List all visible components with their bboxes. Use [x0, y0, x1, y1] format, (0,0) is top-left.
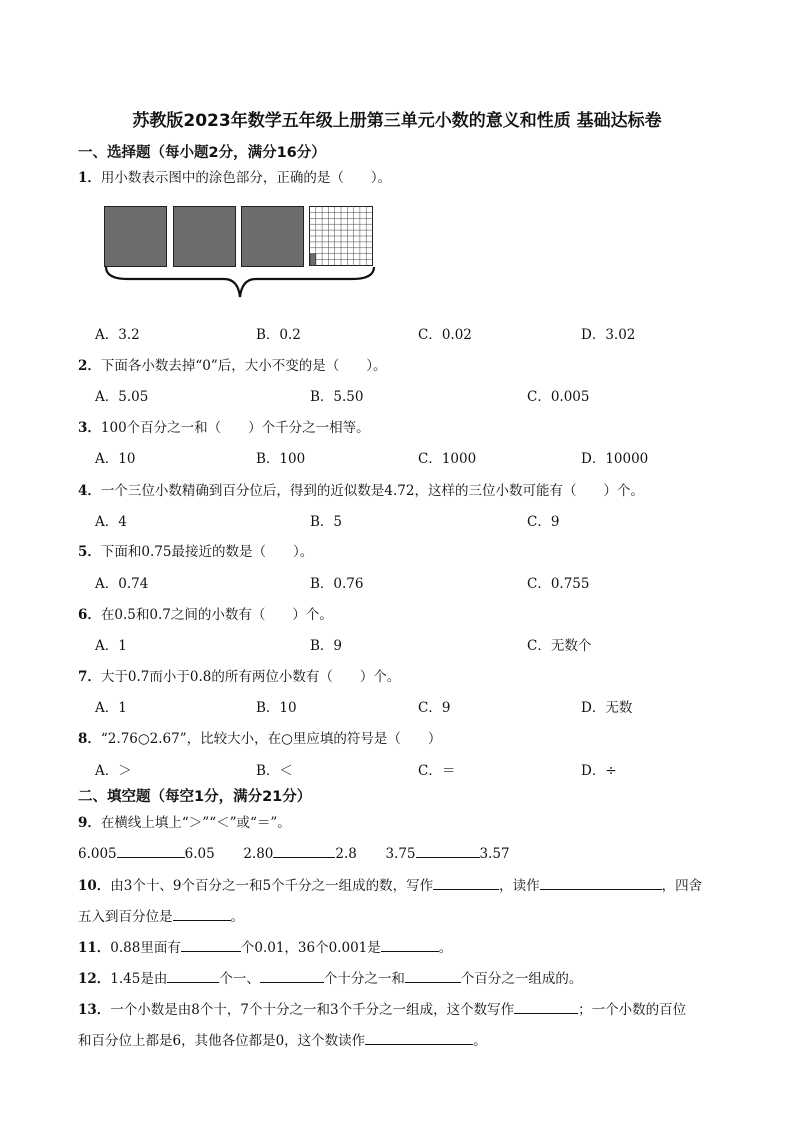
compare-right: 6.05 [184, 846, 215, 862]
option-b[interactable]: B．10 [256, 700, 297, 716]
shaded-square [104, 206, 167, 267]
question-text: 五入到百分位是 [78, 909, 173, 925]
compare-left: 3.75 [385, 846, 416, 862]
option-c[interactable]: C．0.755 [527, 576, 590, 592]
shaded-square [241, 206, 304, 267]
question-text: 。 [230, 909, 244, 925]
question-text: 个百分之一组成的。 [460, 971, 583, 987]
question-text: ，读作 [499, 878, 540, 894]
question-text: 。 [473, 1033, 487, 1049]
question-10-line-2 [78, 905, 244, 925]
compare-left: 6.005 [78, 846, 117, 862]
question-number: 10． [78, 878, 111, 894]
option-d[interactable]: D．÷ [581, 763, 617, 779]
option-b[interactable]: B．＜ [256, 763, 293, 779]
option-d[interactable]: D．3.02 [581, 327, 636, 343]
question-number: 5． [78, 544, 101, 560]
option-c[interactable]: C．0.02 [418, 327, 472, 343]
question-8 [78, 727, 441, 747]
curly-brace [104, 265, 376, 301]
option-b[interactable]: B．100 [256, 451, 306, 467]
question-text: 个十分之一和 [323, 971, 405, 987]
question-text: 下面各小数去掉“0”后，大小不变的是（ ）。 [100, 358, 387, 374]
answer-blank[interactable] [514, 999, 578, 1014]
answer-blank[interactable] [167, 968, 219, 983]
answer-blank[interactable] [381, 937, 439, 952]
page-title: 苏教版2023年数学五年级上册第三单元小数的意义和性质 基础达标卷 [132, 111, 662, 131]
question-number: 8． [78, 731, 101, 747]
option-c[interactable]: C．＝ [418, 763, 456, 779]
option-b[interactable]: B．5.50 [310, 389, 364, 405]
question-number: 6． [78, 607, 101, 623]
option-c[interactable]: C．9 [418, 700, 451, 716]
question-1 [78, 166, 391, 186]
question-text: 。 [438, 940, 453, 956]
section-heading-choice: 一、选择题（每小题2分，满分16分） [78, 145, 326, 161]
question-12 [78, 967, 582, 987]
compare-right: 3.57 [479, 846, 510, 862]
question-6 [78, 603, 333, 623]
option-b[interactable]: B．0.76 [310, 576, 364, 592]
question-text: ；一个小数的百位 [578, 1002, 687, 1018]
question-number: 4． [78, 483, 101, 499]
option-a[interactable]: A．0.74 [95, 576, 149, 592]
option-a[interactable]: A．4 [95, 514, 127, 530]
question-text: 1.45是由 [110, 971, 168, 987]
question-text: “2.76○2.67”，比较大小，在○里应填的符号是（ ） [100, 731, 442, 747]
answer-blank[interactable] [181, 937, 241, 952]
question-text: 下面和0.75最接近的数是（ ）。 [100, 544, 314, 560]
question-text: 0.88里面有 [110, 940, 181, 956]
shaded-square [173, 206, 236, 267]
question-number: 1． [78, 170, 101, 186]
question-number: 9． [78, 815, 101, 831]
hundred-grid [309, 206, 373, 266]
option-a[interactable]: A．3.2 [95, 327, 140, 343]
option-b[interactable]: B．0.2 [256, 327, 301, 343]
option-b[interactable]: B．5 [310, 514, 343, 530]
answer-blank[interactable] [433, 875, 499, 890]
answer-blank[interactable] [273, 843, 335, 858]
option-d[interactable]: D．无数 [581, 700, 633, 716]
answer-blank[interactable] [173, 906, 231, 921]
question-text: 大于0.7而小于0.8的所有两位小数有（ ）个。 [100, 669, 401, 685]
question-text: 个一、 [219, 971, 260, 987]
comparison-row [78, 843, 510, 862]
section-heading-fill: 二、填空题（每空1分，满分21分） [78, 789, 312, 805]
option-d[interactable]: D．10000 [581, 451, 649, 467]
option-a[interactable]: A．1 [95, 700, 127, 716]
option-c[interactable]: C．无数个 [527, 638, 592, 654]
answer-blank[interactable] [117, 843, 185, 858]
option-c[interactable]: C．0.005 [527, 389, 590, 405]
question-13-line-2 [78, 1029, 487, 1049]
question-text: ，四舍 [661, 878, 703, 894]
question-text: 一个三位小数精确到百分位后，得到的近似数是4.72，这样的三位小数可能有（ ）个。 [100, 483, 644, 499]
answer-blank[interactable] [405, 968, 461, 983]
question-2 [78, 354, 387, 374]
question-number: 13． [78, 1002, 111, 1018]
question-text: 用小数表示图中的涂色部分，正确的是（ ）。 [100, 170, 392, 186]
question-text: 在0.5和0.7之间的小数有（ ）个。 [100, 607, 333, 623]
question-number: 3． [78, 420, 101, 436]
question-11 [78, 936, 452, 956]
question-5 [78, 540, 313, 560]
question-number: 11． [78, 940, 111, 956]
question-3 [78, 416, 370, 436]
option-a[interactable]: A．＞ [95, 763, 132, 779]
question-text: 100个百分之一和（ ）个千分之一相等。 [100, 420, 370, 436]
question-text: 和百分位上都是6，其他各位都是0，这个数读作 [78, 1033, 366, 1049]
answer-blank[interactable] [540, 875, 662, 890]
option-a[interactable]: A．10 [95, 451, 136, 467]
option-a[interactable]: A．5.05 [95, 389, 149, 405]
option-a[interactable]: A．1 [95, 638, 127, 654]
question-number: 12． [78, 971, 111, 987]
question-text: 由3个十、9个百分之一和5个千分之一组成的数，写作 [110, 878, 434, 894]
answer-blank[interactable] [260, 968, 324, 983]
answer-blank[interactable] [416, 843, 480, 858]
question-number: 7． [78, 669, 101, 685]
question-text: 个0.01，36个0.001是 [240, 940, 381, 956]
compare-left: 2.80 [243, 846, 274, 862]
question-4 [78, 479, 644, 499]
compare-right: 2.8 [335, 846, 357, 862]
question-10 [78, 874, 702, 894]
question-13 [78, 998, 686, 1018]
option-b[interactable]: B．9 [310, 638, 343, 654]
option-c[interactable]: C．9 [527, 514, 560, 530]
question-7 [78, 665, 400, 685]
question-number: 2． [78, 358, 101, 374]
question-text: 一个小数是由8个十，7个十分之一和3个千分之一组成，这个数写作 [110, 1002, 515, 1018]
question-9 [78, 811, 291, 831]
question-text: 在横线上填上“＞”“＜”或“＝”。 [100, 815, 291, 831]
answer-blank[interactable] [365, 1030, 473, 1045]
option-c[interactable]: C．1000 [418, 451, 477, 467]
